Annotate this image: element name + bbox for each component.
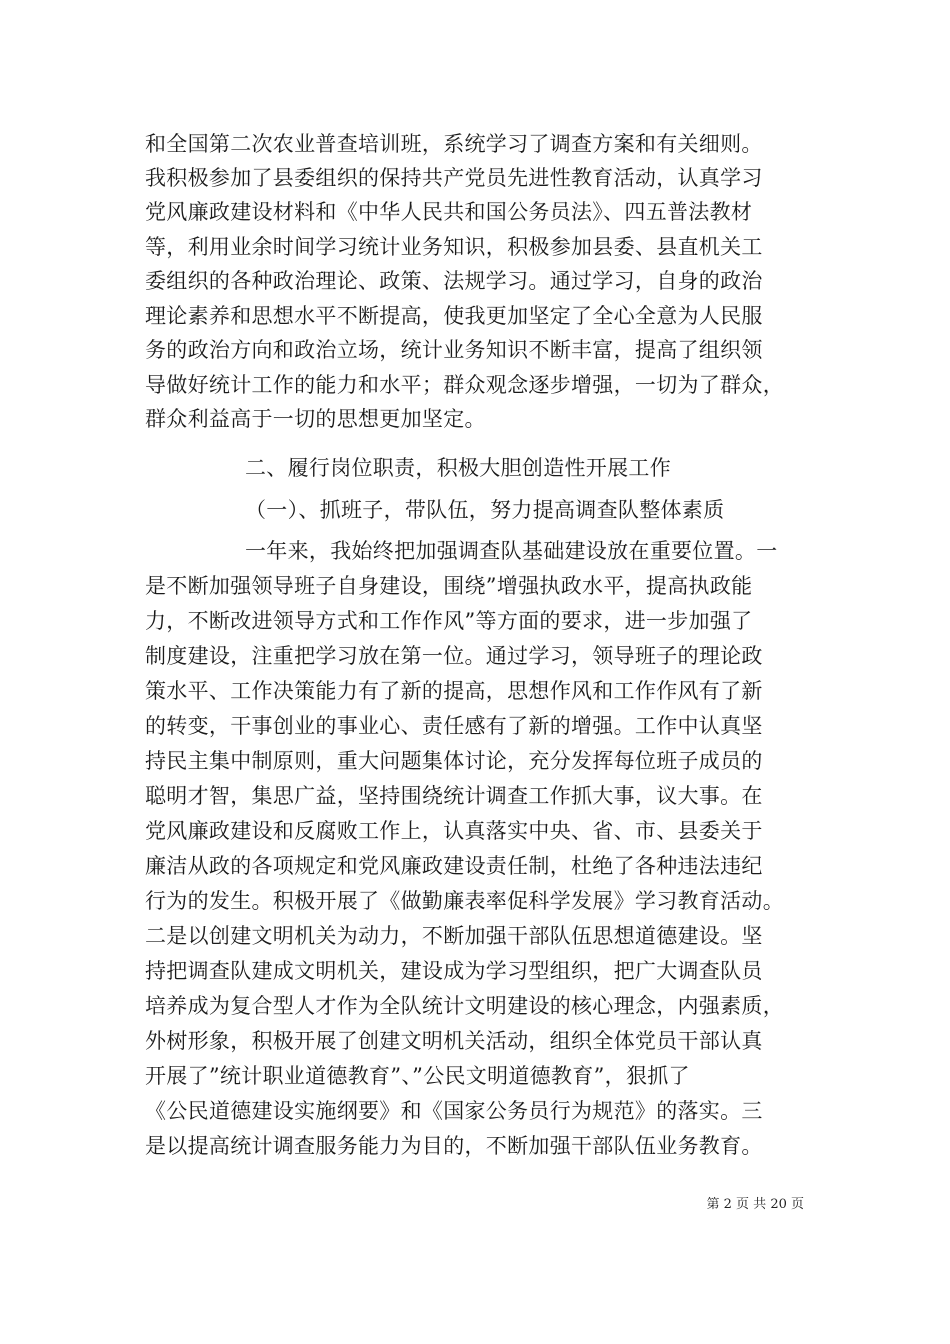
body-line: 导做好统计工作的能力和水平；群众观念逐步增强，一切为了群众， — [145, 373, 784, 397]
paragraph-line: 培养成为复合型人才作为全队统计文明建设的核心理念，内强素质， — [145, 994, 784, 1018]
paragraph-line: 聪明才智，集思广益，坚持围绕统计调查工作抓大事，议大事。在 — [145, 784, 763, 808]
paragraph-line: 行为的发生。积极开展了《做勤廉表率促科学发展》学习教育活动。 — [145, 889, 784, 913]
paragraph-line: 外树形象，积极开展了创建文明机关活动，组织全体党员干部认真 — [145, 1029, 763, 1053]
paragraph-line: 持民主集中制原则，重大问题集体讨论，充分发挥每位班子成员的 — [145, 749, 763, 773]
paragraph-line: 是不断加强领导班子自身建设，围绕”增强执政水平，提高执政能 — [145, 574, 753, 598]
paragraph-line: 持把调查队建成文明机关，建设成为学习型组织，把广大调查队员 — [145, 959, 763, 983]
paragraph-line: 《公民道德建设实施纲要》和《国家公务员行为规范》的落实。三 — [145, 1099, 763, 1123]
body-line: 委组织的各种政治理论、政策、法规学习。通过学习，自身的政治 — [145, 269, 763, 293]
body-line: 务的政治方向和政治立场，统计业务知识不断丰富，提高了组织领 — [145, 338, 763, 362]
body-line: 我积极参加了县委组织的保持共产党员先进性教育活动，认真学习 — [145, 166, 763, 190]
paragraph-line: 开展了”统计职业道德教育”、”公民文明道德教育”，狠抓了 — [145, 1064, 690, 1088]
body-line: 党风廉政建设材料和《中华人民共和国公务员法》、四五普法教材 — [145, 200, 753, 224]
paragraph-line: 策水平、工作决策能力有了新的提高，思想作风和工作作风有了新 — [145, 679, 763, 703]
paragraph-line: 是以提高统计调查服务能力为目的，不断加强干部队伍业务教育。 — [145, 1134, 763, 1158]
body-line: 等，利用业余时间学习统计业务知识，积极参加县委、县直机关工 — [145, 235, 763, 259]
paragraph-line: 党风廉政建设和反腐败工作上，认真落实中央、省、市、县委关于 — [145, 819, 763, 843]
subsection-heading: （一）、抓班子，带队伍，努力提高调查队整体素质 — [245, 498, 725, 522]
paragraph-line: 廉洁从政的各项规定和党风廉政建设责任制，杜绝了各种违法违纪 — [145, 854, 763, 878]
page-number-footer: 第 2 页 共 20 页 — [706, 1197, 804, 1212]
body-line: 和全国第二次农业普查培训班，系统学习了调查方案和有关细则。 — [145, 132, 763, 156]
paragraph-line: 二是以创建文明机关为动力，不断加强干部队伍思想道德建设。坚 — [145, 924, 763, 948]
paragraph-line: 的转变，干事创业的事业心、责任感有了新的增强。工作中认真坚 — [145, 714, 763, 738]
body-line: 理论素养和思想水平不断提高，使我更加坚定了全心全意为人民服 — [145, 304, 763, 328]
paragraph-line: 力，不断改进领导方式和工作作风”等方面的要求，进一步加强了 — [145, 609, 753, 633]
paragraph-line: 制度建设，注重把学习放在第一位。通过学习，领导班子的理论政 — [145, 644, 763, 668]
paragraph-line: 一年来，我始终把加强调查队基础建设放在重要位置。一 — [245, 539, 778, 563]
section-heading: 二、履行岗位职责，积极大胆创造性开展工作 — [245, 456, 671, 480]
body-line: 群众利益高于一切的思想更加坚定。 — [145, 407, 486, 431]
